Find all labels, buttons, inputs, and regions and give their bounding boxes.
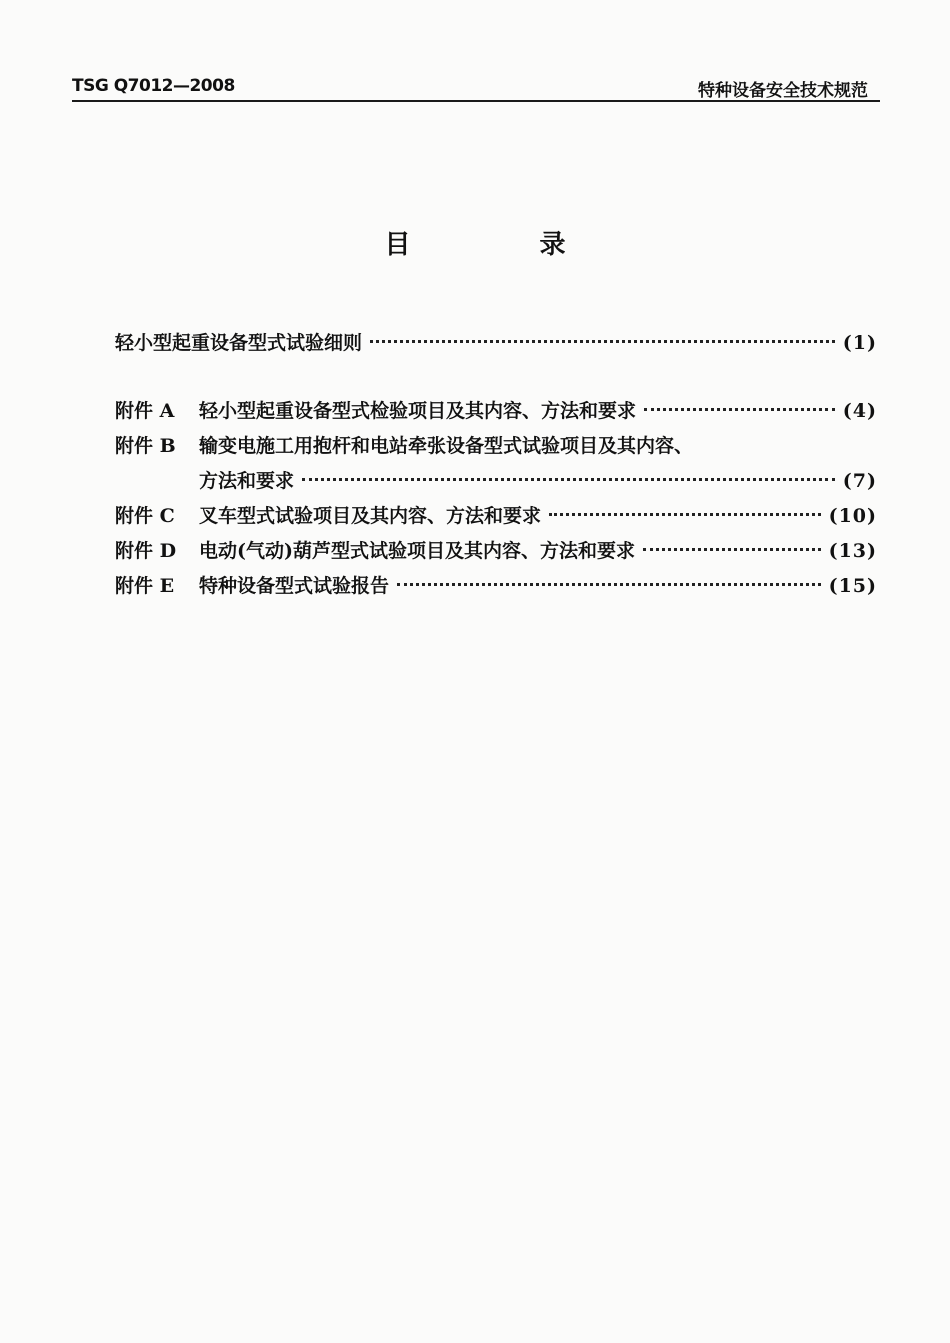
- dot-leader: [549, 513, 821, 516]
- dot-leader: [370, 340, 835, 343]
- toc-entry-appendix-b[interactable]: [115, 431, 877, 466]
- dot-leader: [397, 583, 821, 586]
- appendix-label: 附件 C: [115, 505, 175, 527]
- dot-leader: [643, 548, 821, 551]
- toc-entry-text: 轻小型起重设备型式试验细则: [115, 332, 363, 354]
- page-header: [72, 72, 880, 102]
- toc-entry-appendix-e[interactable]: [115, 571, 877, 606]
- toc-title: 目 录: [384, 230, 626, 260]
- toc-page-number: (4): [842, 400, 877, 422]
- appendix-label: 附件 D: [115, 540, 177, 562]
- toc-page-number: (13): [828, 540, 877, 562]
- toc-page-number: (15): [828, 575, 877, 597]
- series-title: 特种设备安全技术规范: [698, 81, 868, 101]
- toc-page-number: (1): [842, 332, 877, 354]
- toc-page-number: (10): [828, 505, 877, 527]
- toc-entry-text: 轻小型起重设备型式检验项目及其内容、方法和要求: [199, 400, 637, 422]
- dot-leader: [302, 478, 835, 481]
- dot-leader: [644, 408, 835, 411]
- toc-entry-text: 电动(气动)葫芦型式试验项目及其内容、方法和要求: [199, 540, 635, 562]
- toc-entry-main[interactable]: [115, 328, 877, 363]
- toc-entry-text: 输变电施工用抱杆和电站牵张设备型式试验项目及其内容、: [199, 435, 694, 457]
- appendix-label: 附件 E: [115, 575, 175, 597]
- appendix-label: 附件 B: [115, 435, 176, 457]
- toc-entry-appendix-d[interactable]: [115, 536, 877, 571]
- toc-entry-appendix-b-continued[interactable]: [115, 466, 877, 501]
- toc-entry-text-continued: 方法和要求: [199, 470, 295, 492]
- toc-entry-appendix-c[interactable]: [115, 501, 877, 536]
- table-of-contents: [115, 328, 877, 606]
- toc-entry-appendix-a[interactable]: [115, 396, 877, 431]
- toc-page-number: (7): [842, 470, 877, 492]
- appendix-label: 附件 A: [115, 400, 175, 422]
- toc-entry-text: 叉车型式试验项目及其内容、方法和要求: [199, 505, 542, 527]
- standard-code: TSG Q7012—2008: [72, 76, 235, 96]
- toc-entry-text: 特种设备型式试验报告: [199, 575, 390, 597]
